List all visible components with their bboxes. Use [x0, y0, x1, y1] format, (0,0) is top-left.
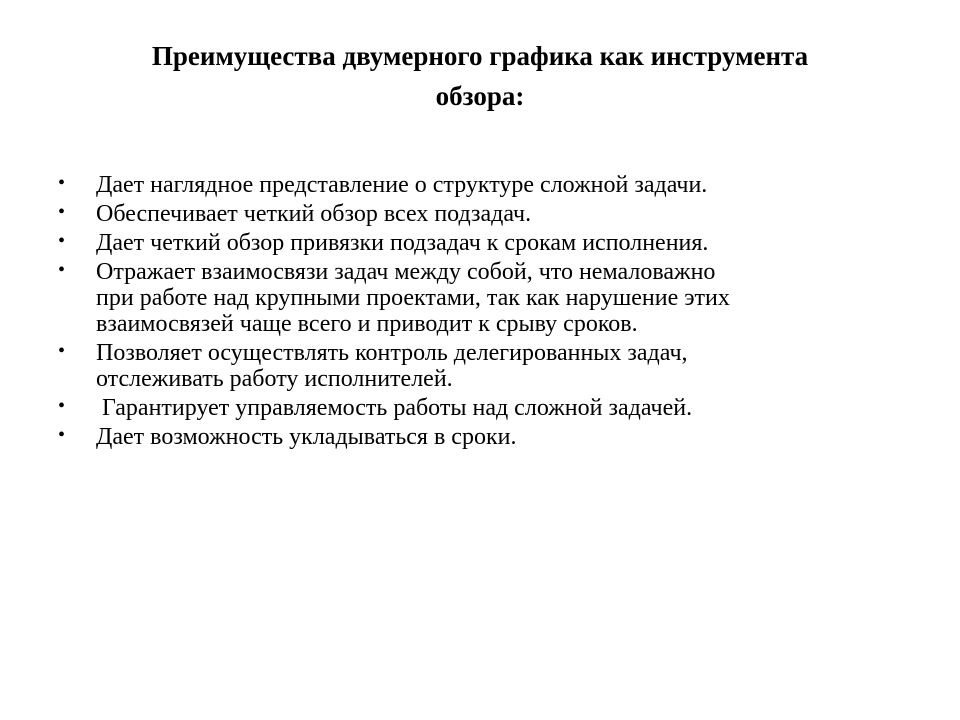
bullet-line: Дает четкий обзор привязки подзадач к срокам исполнения. [96, 230, 709, 256]
bullet-item [58, 201, 918, 227]
bullet-icon: • [58, 201, 66, 223]
bullet-item [58, 340, 918, 392]
bullet-line: при работе над крупными проектами, так как нарушение этих [96, 285, 730, 311]
bullet-item [58, 395, 918, 421]
slide-title-line-2: обзора: [435, 81, 525, 111]
bullet-icon: • [58, 230, 66, 252]
bullet-item [58, 259, 918, 337]
bullet-line: Позволяет осуществлять контроль делегированных задач, [96, 340, 688, 366]
bullet-line: взаимосвязей чаще всего и приводит к срыву сроков. [96, 311, 638, 337]
slide-title [60, 36, 900, 116]
bullet-line: Обеспечивает четкий обзор всех подзадач. [96, 201, 532, 227]
bullet-line: Дает возможность укладываться в сроки. [96, 424, 517, 450]
bullet-item [58, 424, 918, 450]
bullet-line: отслеживать работу исполнителей. [96, 366, 453, 392]
bullet-line: Отражает взаимосвязи задач между собой, что немаловажно [96, 259, 716, 285]
bullet-line: Гарантирует управляемость работы над сложной задачей. [96, 395, 693, 421]
slide-title-line-1: Преимущества двумерного графика как инструмента [151, 41, 809, 71]
bullet-icon: • [58, 424, 66, 446]
bullet-line: Дает наглядное представление о структуре сложной задачи. [96, 172, 708, 198]
bullet-icon: • [58, 172, 66, 194]
bullet-icon: • [58, 259, 66, 281]
bullet-item [58, 230, 918, 256]
bullet-icon: • [58, 340, 66, 362]
bullet-item [58, 172, 918, 198]
bullet-icon: • [58, 395, 66, 417]
bullet-list [58, 172, 918, 453]
